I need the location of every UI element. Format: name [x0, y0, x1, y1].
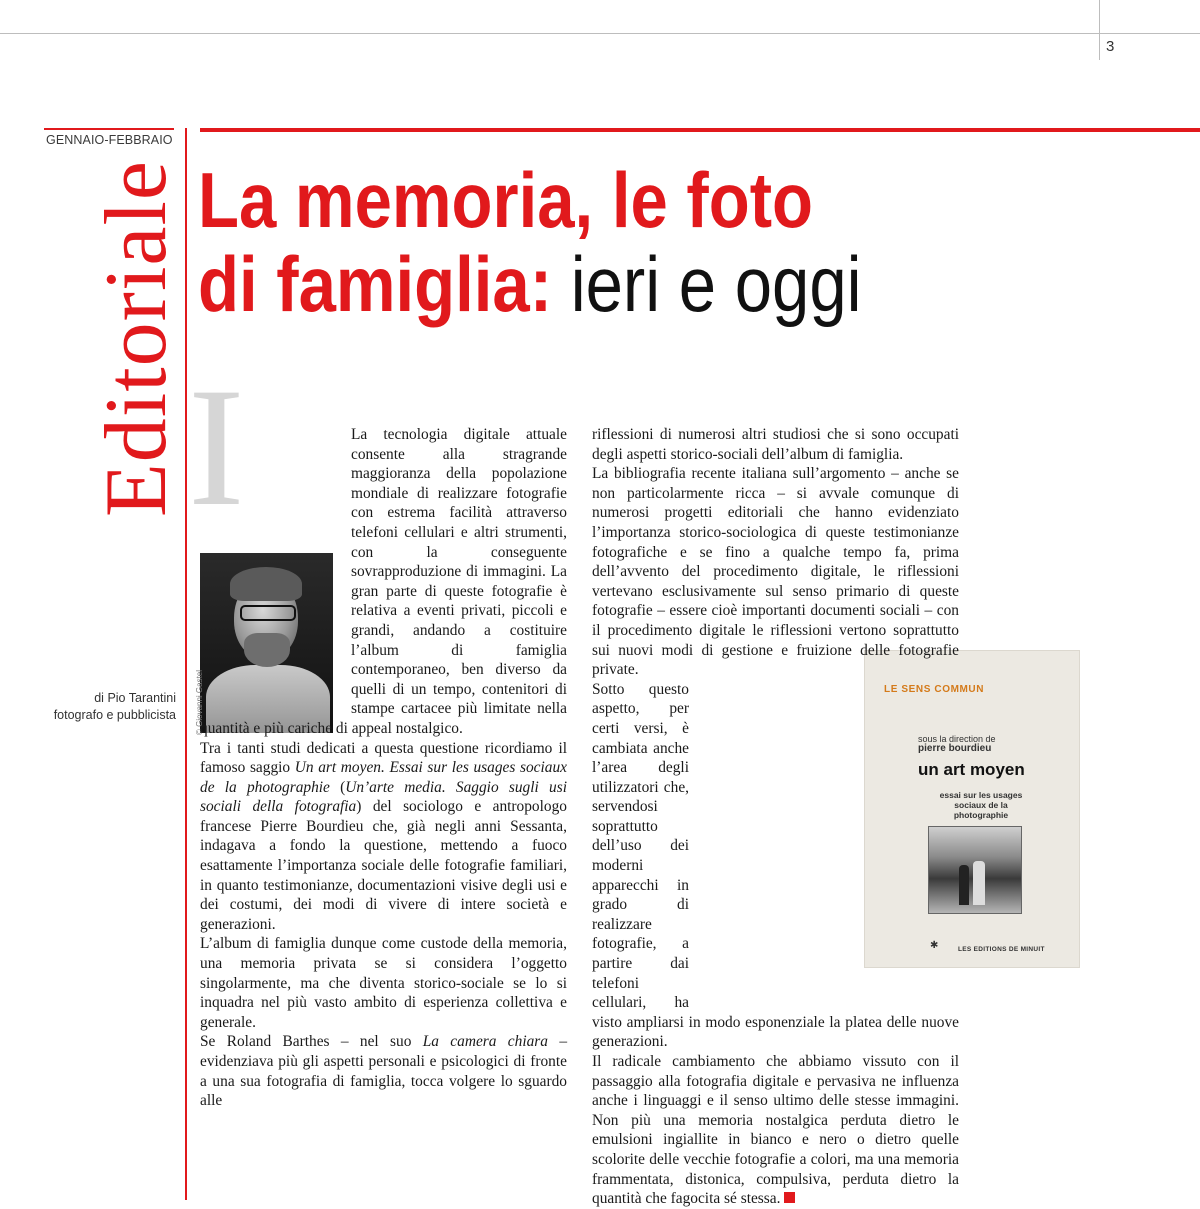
book-series: LE SENS COMMUN: [884, 684, 985, 695]
byline-author: Pio Tarantini: [107, 691, 176, 705]
byline-role: fotografo e pubblicista: [53, 708, 176, 722]
issue-rule: [44, 128, 174, 130]
book-cover-text-wrap-spacer: [689, 680, 959, 1005]
col1-p2-text-b: (: [329, 778, 346, 796]
col2-paragraph-3-text: Sotto questo aspetto, per certi versi, è cambiata anche l’area degli utilizzatori che, servendosi soprattutto dell’uso dei moderni apparecchi in grado di realizzare fotografie, a partire dai telefoni cellulari, ha visto ampliarsi in modo esponenziale la platea delle nuove generazioni.: [592, 680, 959, 1051]
article-column-1: [200, 425, 567, 1111]
book-publisher: LES EDITIONS DE MINUIT: [958, 946, 1045, 953]
portrait-text-wrap-spacer: [200, 542, 351, 716]
col1-p2-book-title-fr: Un art moyen. Essai sur les usages sociaux de la photographie: [200, 759, 567, 796]
col2-paragraph-2: La bibliografia recente italiana sull’argomento – anche se non particolarmente ricca – si avvale comunque di numerosi progetti editoriali che hanno evidenziato l’importanza storico-sociologica di queste testimonianze fotografiche e se fino a qualche tempo fa, prima dell’avvento del procedimento digitale, le riflessioni vertevano esclusivamente sul senso primario di queste fotografie – essere cioè importanti documenti sociali – con il procedimento digitale le riflessioni vertono soprattutto sui nuovi modi di gestione e fruizione delle fotografie private.: [592, 465, 959, 679]
end-of-article-mark: [784, 1192, 795, 1203]
publisher-logo-icon: ✱: [930, 940, 939, 951]
col1-paragraph-1: [200, 425, 567, 739]
headline-red-part: di famiglia:: [198, 240, 553, 328]
col1-paragraph-2: [200, 739, 567, 935]
header-red-rule: [200, 128, 1200, 132]
col1-p2-text-c: ) del sociologo e antropologo francese Pierre Bourdieu che, già negli anni Sessanta, indagava a fondo la questione, mettendo a fuoco esattamente l’importanza sociale delle fotografie familiari, in quanto testimonianze, documentazioni visive degli usi e dei costumi, dei modi di vivere di intere società e generazioni.: [200, 798, 567, 933]
col1-p2-book-title-it: Un’arte media. Saggio sugli usi sociali della fotografia: [200, 778, 567, 816]
cover-photo-figure-2: [973, 861, 985, 905]
byline: [46, 690, 176, 724]
col1-p4-text-b: – evidenziava più gli aspetti personali e psicologici di fronte a una sua fotografia di famiglia, tocca volgere lo sguardo alle: [200, 1033, 568, 1110]
photo-credit: © Giovanni Gastel: [195, 669, 204, 735]
article-column-2: [592, 425, 959, 1209]
book-direction-prefix: sous la direction de: [918, 734, 996, 744]
book-subtitle: essai sur les usages sociaux de la photographie: [939, 790, 1023, 820]
col2-paragraph-4: [592, 1052, 959, 1209]
section-label: Editoriale: [88, 160, 185, 517]
col1-paragraph-1-text: La tecnologia digitale attuale consente alla stragrande maggioranza della popolazione mondiale di realizzare fotografie con estrema facilità attraverso telefoni cellulari e altri strumenti, con la conseguente sovrapproduzione di immagini. La gran parte di queste fotografie è relativa a eventi privati, piccoli e grandi, andando a costituire l’album di famiglia contemporaneo, ben diverso da quelli di un tempo, contenitori di stampe cartacee più limitate nella quantità e più cariche di appeal nostalgico.: [200, 426, 567, 737]
col2-paragraph-1: riflessioni di numerosi altri studiosi che si sono occupati degli aspetti storico-sociali dell’album di famiglia.: [592, 426, 959, 463]
page-corner-rule: [1099, 0, 1100, 60]
top-divider-line: [0, 33, 1200, 34]
col1-p4-text-a: Se Roland Barthes – nel suo: [200, 1033, 423, 1051]
page-number: 3: [1106, 38, 1115, 55]
col1-paragraph-4: [200, 1032, 567, 1110]
article-headline: [198, 158, 1041, 326]
headline-line-2: [198, 242, 1041, 326]
col1-p4-book-title: La camera chiara: [422, 1033, 548, 1051]
headline-line-1: La memoria, le foto: [198, 156, 814, 244]
book-title: un art moyen: [918, 760, 1025, 779]
issue-label: GENNAIO-FEBBRAIO: [46, 133, 173, 147]
col2-paragraph-4-text: Il radicale cambiamento che abbiamo vissuto con il passaggio alla fotografia digitale e pervasiva ne influenza anche i linguaggi e il senso ultimo delle stesse immagini. Non più una memoria nostalgica perduta dietro le emulsioni ingiallite in bianco e nero o dietro quelle scolorite delle vecchie fotografie a colori, ma una memoria frammentata, distonica, compulsiva, perduta dietro la quantità che fagocita sé stessa.: [592, 1053, 959, 1208]
section-label-container: [88, 160, 185, 680]
headline-black-part: ieri e oggi: [552, 240, 862, 328]
cover-photo-figure-1: [959, 865, 969, 905]
sidebar-red-rule: [185, 128, 187, 1200]
col1-paragraph-3: L’album di famiglia dunque come custode della memoria, una memoria privata se si considera l’oggetto singolarmente, ma che diventa storico-sociale se lo si inquadra nel più vasto ambito di esperienza collettiva e generale.: [200, 935, 567, 1031]
book-director: pierre bourdieu: [918, 743, 992, 754]
col1-p2-text-a: Tra i tanti studi dedicati a questa questione ricordiamo il famoso saggio: [200, 739, 567, 777]
byline-prefix: di: [94, 691, 104, 705]
drop-cap: I: [188, 353, 245, 541]
col2-paragraph-3: [592, 680, 959, 1052]
